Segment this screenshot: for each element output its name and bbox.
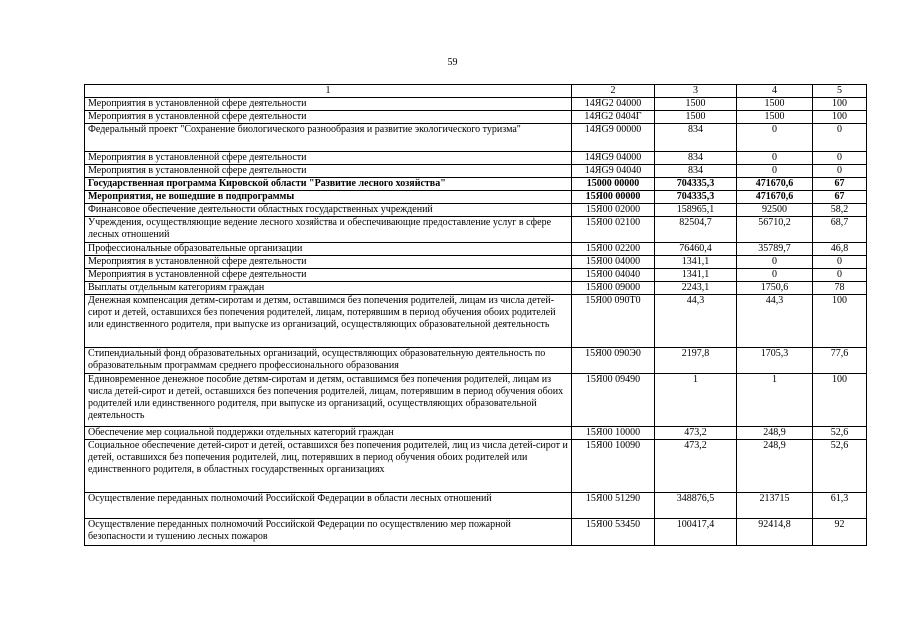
table-row xyxy=(85,374,867,427)
row-value-4-cell: 0 xyxy=(737,152,813,165)
row-name-cell: Осуществление переданных полномочий Российской Федерации в области лесных отношений xyxy=(85,493,572,519)
row-value-5-cell: 77,6 xyxy=(813,348,867,374)
table-row xyxy=(85,243,867,256)
header-row xyxy=(85,85,867,98)
row-value-5-cell: 52,6 xyxy=(813,427,867,440)
row-name-cell: Обеспечение мер социальной поддержки отдельных категорий граждан xyxy=(85,427,572,440)
row-value-3-cell: 473,2 xyxy=(655,427,737,440)
row-code-cell: 14ЯG9 00000 xyxy=(572,124,655,152)
row-value-4-cell: 248,9 xyxy=(737,440,813,493)
row-value-5-cell: 46,8 xyxy=(813,243,867,256)
row-value-3-cell: 100417,4 xyxy=(655,519,737,546)
row-value-3-cell: 473,2 xyxy=(655,440,737,493)
row-code-cell: 14ЯG9 04040 xyxy=(572,165,655,178)
row-code-cell: 14ЯG2 0404Г xyxy=(572,111,655,124)
row-value-4-cell: 92500 xyxy=(737,204,813,217)
row-name-cell: Единовременное денежное пособие детям-сиротам и детям, оставшимся без попечения родителей, лицам из числа детей-сирот и детей, оставшихся без попечения родителей, лицам, потерявшим в период обучения обоих родителей или единственного родителя, при выпуске из организаций, осуществляющих образовательной деятельность xyxy=(85,374,572,427)
table-row xyxy=(85,124,867,152)
row-name-cell: Финансовое обеспечение деятельности областных государственных учреждений xyxy=(85,204,572,217)
table-row xyxy=(85,217,867,243)
table-row xyxy=(85,165,867,178)
row-code-cell: 15000 00000 xyxy=(572,178,655,191)
row-code-cell: 15Я00 090Э0 xyxy=(572,348,655,374)
row-name-cell: Денежная компенсация детям-сиротам и детям, оставшимся без попечения родителей, лицам из числа детей-сирот и детей, оставшихся без попечения родителей, лицам, потерявшим в период обучения обоих родителей или единственного родителя, при выпуске из организаций, осуществляющих образовательной деятельность xyxy=(85,295,572,348)
header-cell: 1 xyxy=(85,85,572,98)
row-value-5-cell: 0 xyxy=(813,152,867,165)
row-code-cell: 15Я00 51290 xyxy=(572,493,655,519)
header-cell: 4 xyxy=(737,85,813,98)
table-row xyxy=(85,295,867,348)
row-value-4-cell: 471670,6 xyxy=(737,191,813,204)
row-value-5-cell: 100 xyxy=(813,295,867,348)
row-name-cell: Выплаты отдельным категориям граждан xyxy=(85,282,572,295)
row-value-3-cell: 834 xyxy=(655,152,737,165)
row-value-4-cell: 1500 xyxy=(737,98,813,111)
budget-table xyxy=(84,84,867,546)
row-value-5-cell: 58,2 xyxy=(813,204,867,217)
table-row xyxy=(85,204,867,217)
row-name-cell: Мероприятия в установленной сфере деятельности xyxy=(85,256,572,269)
row-value-4-cell: 92414,8 xyxy=(737,519,813,546)
row-code-cell: 15Я00 090Т0 xyxy=(572,295,655,348)
row-value-3-cell: 834 xyxy=(655,124,737,152)
row-value-5-cell: 68,7 xyxy=(813,217,867,243)
row-value-4-cell: 0 xyxy=(737,124,813,152)
row-name-cell: Мероприятия, не вошедшие в подпрограммы xyxy=(85,191,572,204)
row-value-3-cell: 348876,5 xyxy=(655,493,737,519)
row-value-3-cell: 76460,4 xyxy=(655,243,737,256)
table-row xyxy=(85,493,867,519)
row-value-4-cell: 471670,6 xyxy=(737,178,813,191)
row-name-cell: Учреждения, осуществляющие ведение лесного хозяйства и обеспечивающие предоставление услуг в сфере лесных отношений xyxy=(85,217,572,243)
row-value-4-cell: 1750,6 xyxy=(737,282,813,295)
row-value-4-cell: 35789,7 xyxy=(737,243,813,256)
row-code-cell: 15Я00 04000 xyxy=(572,256,655,269)
row-name-cell: Социальное обеспечение детей-сирот и детей, оставшихся без попечения родителей, лиц из числа детей-сирот и детей, оставшихся без попечения родителей, лиц, потерявших в период обучения обоих родителей или единственного родителя, в областных государственных организациях xyxy=(85,440,572,493)
row-value-4-cell: 213715 xyxy=(737,493,813,519)
row-name-cell: Мероприятия в установленной сфере деятельности xyxy=(85,152,572,165)
table-row xyxy=(85,191,867,204)
row-value-3-cell: 44,3 xyxy=(655,295,737,348)
row-value-4-cell: 56710,2 xyxy=(737,217,813,243)
row-name-cell: Профессиональные образовательные организации xyxy=(85,243,572,256)
row-name-cell: Мероприятия в установленной сфере деятельности xyxy=(85,111,572,124)
row-value-4-cell: 44,3 xyxy=(737,295,813,348)
row-value-3-cell: 2243,1 xyxy=(655,282,737,295)
row-value-3-cell: 1341,1 xyxy=(655,269,737,282)
table-row xyxy=(85,269,867,282)
page-number: 59 xyxy=(447,57,458,68)
row-code-cell: 15Я00 53450 xyxy=(572,519,655,546)
row-value-3-cell: 82504,7 xyxy=(655,217,737,243)
row-code-cell: 15Я00 10000 xyxy=(572,427,655,440)
row-name-cell: Мероприятия в установленной сфере деятельности xyxy=(85,269,572,282)
row-value-3-cell: 1500 xyxy=(655,111,737,124)
table-row xyxy=(85,440,867,493)
row-value-5-cell: 0 xyxy=(813,124,867,152)
row-value-3-cell: 704335,3 xyxy=(655,178,737,191)
row-code-cell: 15Я00 02000 xyxy=(572,204,655,217)
row-value-3-cell: 1 xyxy=(655,374,737,427)
row-value-3-cell: 704335,3 xyxy=(655,191,737,204)
row-value-4-cell: 0 xyxy=(737,256,813,269)
row-name-cell: Федеральный проект "Сохранение биологического разнообразия и развитие экологического туризма" xyxy=(85,124,572,152)
row-value-4-cell: 0 xyxy=(737,165,813,178)
row-code-cell: 14ЯG2 04000 xyxy=(572,98,655,111)
table-row xyxy=(85,519,867,546)
table-row xyxy=(85,98,867,111)
row-value-4-cell: 248,9 xyxy=(737,427,813,440)
row-name-cell: Стипендиальный фонд образовательных организаций, осуществляющих образовательную деятельность по образовательным программам среднего профессионального образования xyxy=(85,348,572,374)
row-value-5-cell: 78 xyxy=(813,282,867,295)
table-row xyxy=(85,178,867,191)
row-name-cell: Осуществление переданных полномочий Российской Федерации по осуществлению мер пожарной безопасности и тушению лесных пожаров xyxy=(85,519,572,546)
row-value-4-cell: 0 xyxy=(737,269,813,282)
row-value-5-cell: 0 xyxy=(813,269,867,282)
row-value-5-cell: 52,6 xyxy=(813,440,867,493)
row-value-5-cell: 67 xyxy=(813,191,867,204)
header-cell: 5 xyxy=(813,85,867,98)
row-value-3-cell: 834 xyxy=(655,165,737,178)
row-value-4-cell: 1 xyxy=(737,374,813,427)
row-value-4-cell: 1705,3 xyxy=(737,348,813,374)
row-code-cell: 14ЯG9 04000 xyxy=(572,152,655,165)
row-name-cell: Мероприятия в установленной сфере деятельности xyxy=(85,98,572,111)
table-row xyxy=(85,256,867,269)
row-value-5-cell: 100 xyxy=(813,374,867,427)
row-code-cell: 15Я00 02200 xyxy=(572,243,655,256)
row-value-5-cell: 92 xyxy=(813,519,867,546)
row-value-5-cell: 61,3 xyxy=(813,493,867,519)
row-value-3-cell: 1341,1 xyxy=(655,256,737,269)
row-value-5-cell: 0 xyxy=(813,165,867,178)
row-code-cell: 15Я00 02100 xyxy=(572,217,655,243)
header-cell: 2 xyxy=(572,85,655,98)
row-code-cell: 15Я00 10090 xyxy=(572,440,655,493)
row-name-cell: Государственная программа Кировской области "Развитие лесного хозяйства" xyxy=(85,178,572,191)
row-value-5-cell: 100 xyxy=(813,111,867,124)
table-row xyxy=(85,152,867,165)
row-value-4-cell: 1500 xyxy=(737,111,813,124)
table-row xyxy=(85,427,867,440)
row-code-cell: 15Я00 09000 xyxy=(572,282,655,295)
header-cell: 3 xyxy=(655,85,737,98)
row-code-cell: 15Я00 09490 xyxy=(572,374,655,427)
table-row xyxy=(85,348,867,374)
row-code-cell: 15Я00 00000 xyxy=(572,191,655,204)
table-row xyxy=(85,111,867,124)
row-value-3-cell: 1500 xyxy=(655,98,737,111)
table-row xyxy=(85,282,867,295)
row-value-3-cell: 158965,1 xyxy=(655,204,737,217)
row-value-3-cell: 2197,8 xyxy=(655,348,737,374)
row-code-cell: 15Я00 04040 xyxy=(572,269,655,282)
row-name-cell: Мероприятия в установленной сфере деятельности xyxy=(85,165,572,178)
row-value-5-cell: 0 xyxy=(813,256,867,269)
row-value-5-cell: 67 xyxy=(813,178,867,191)
row-value-5-cell: 100 xyxy=(813,98,867,111)
